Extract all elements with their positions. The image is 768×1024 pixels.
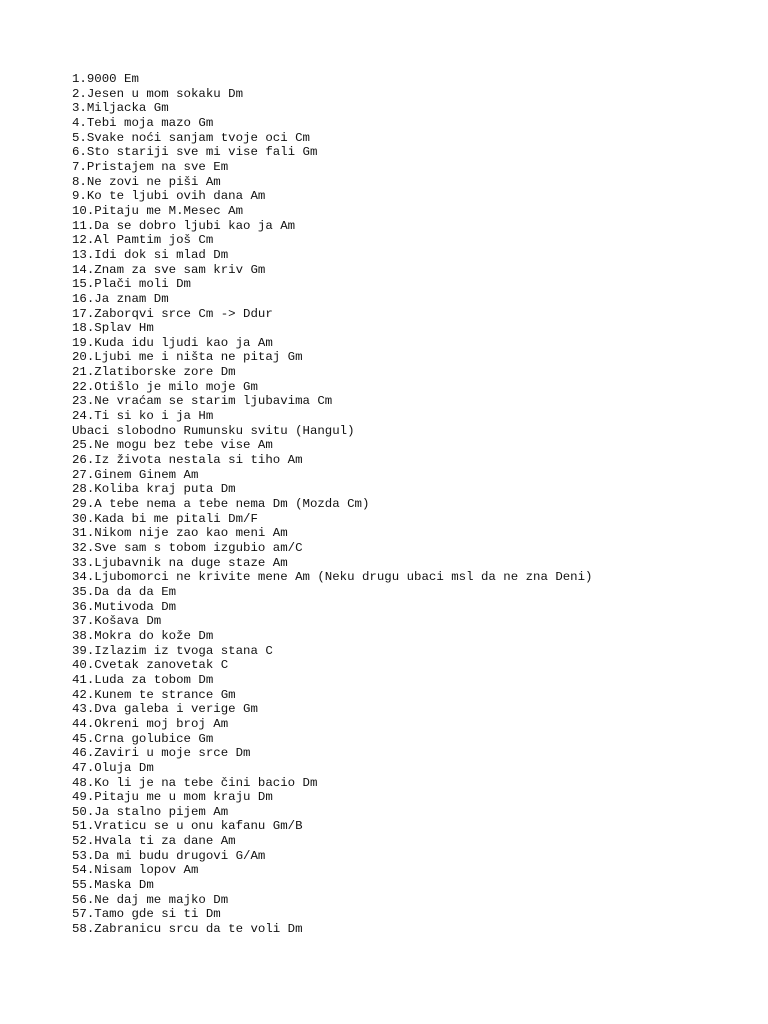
list-item: 22.Otišlo je milo moje Gm — [72, 379, 258, 394]
list-item: 41.Luda za tobom Dm — [72, 672, 214, 687]
list-item: 1.9000 Em — [72, 72, 139, 86]
list-item: 23.Ne vraćam se starim ljubavima Cm — [72, 394, 333, 409]
list-item: 9.Ko te ljubi ovih dana Am — [72, 189, 266, 204]
list-item: 11.Da se dobro ljubi kao ja Am — [72, 218, 296, 233]
list-item: 35.Da da da Em — [72, 584, 177, 599]
list-item: 2.Jesen u mom sokaku Dm — [72, 86, 244, 101]
list-item: 52.Hvala ti za dane Am — [72, 834, 236, 849]
list-item: 14.Znam za sve sam kriv Gm — [72, 262, 266, 277]
list-item: 16.Ja znam Dm — [72, 291, 169, 306]
list-item: 43.Dva galeba i verige Gm — [72, 702, 258, 717]
list-item: 25.Ne mogu bez tebe vise Am — [72, 438, 273, 453]
list-item: 10.Pitaju me M.Mesec Am — [72, 203, 244, 218]
list-item: 42.Kunem te strance Gm — [72, 687, 236, 702]
list-item: 58.Zabranicu srcu da te voli Dm — [72, 922, 303, 937]
list-item: 38.Mokra do kože Dm — [72, 628, 214, 643]
list-item: 32.Sve sam s tobom izgubio am/C — [72, 541, 303, 555]
list-item: 17.Zaborqvi srce Cm -> Ddur — [72, 306, 273, 321]
list-item: 8.Ne zovi ne piši Am — [72, 174, 221, 189]
list-item: 20.Ljubi me i ništa ne pitaj Gm — [72, 350, 303, 365]
list-item: 12.Al Pamtim još Cm — [72, 233, 214, 248]
list-item: 24.Ti si ko i ja Hm — [72, 409, 214, 424]
list-item: 3.Miljacka Gm — [72, 101, 169, 116]
list-item: 4.Tebi moja mazo Gm — [72, 115, 214, 130]
list-item: 5.Svake noći sanjam tvoje oci Cm — [72, 130, 310, 145]
list-item: 54.Nisam lopov Am — [72, 863, 199, 878]
list-item: 36.Mutivoda Dm — [72, 599, 177, 614]
list-item: 34.Ljubomorci ne krivite mene Am (Neku drugu ubaci msl da ne zna Deni) — [72, 570, 593, 585]
list-item: 40.Cvetak zanovetak C — [72, 658, 229, 673]
list-item: 56.Ne daj me majko Dm — [72, 892, 229, 907]
list-item: 6.Sto stariji sve mi vise fali Gm — [72, 145, 318, 160]
list-item: 28.Koliba kraj puta Dm — [72, 482, 236, 497]
list-item: 45.Crna golubice Gm — [72, 731, 214, 746]
list-item: 27.Ginem Ginem Am — [72, 467, 199, 482]
list-item: 30.Kada bi me pitali Dm/F — [72, 511, 258, 526]
list-item: 55.Maska Dm — [72, 878, 154, 893]
list-item: 33.Ljubavnik na duge staze Am — [72, 555, 288, 570]
list-item: 18.Splav Hm — [72, 321, 154, 336]
list-item: 39.Izlazim iz tvoga stana C — [72, 643, 273, 658]
list-item: 7.Pristajem na sve Em — [72, 159, 229, 174]
list-item: 15.Plači moli Dm — [72, 277, 191, 292]
list-item: 13.Idi dok si mlad Dm — [72, 247, 229, 262]
list-item: 47.Oluja Dm — [72, 760, 154, 775]
list-item: 51.Vraticu se u onu kafanu Gm/B — [72, 819, 303, 834]
list-item: 49.Pitaju me u mom kraju Dm — [72, 790, 273, 805]
list-item: 37.Košava Dm — [72, 614, 162, 629]
list-item: 21.Zlatiborske zore Dm — [72, 365, 236, 380]
list-note: Ubaci slobodno Rumunsku svitu (Hangul) — [72, 423, 355, 438]
list-item: 48.Ko li je na tebe čini bacio Dm — [72, 775, 318, 790]
list-item: 57.Tamo gde si ti Dm — [72, 907, 221, 922]
list-item: 19.Kuda idu ljudi kao ja Am — [72, 335, 273, 350]
list-item: 53.Da mi budu drugovi G/Am — [72, 848, 266, 863]
song-list-document — [72, 72, 752, 937]
list-item: 46.Zaviri u moje srce Dm — [72, 746, 251, 761]
list-item: 29.A tebe nema a tebe nema Dm (Mozda Cm) — [72, 497, 370, 512]
list-item: 44.Okreni moj broj Am — [72, 716, 229, 731]
list-item: 50.Ja stalno pijem Am — [72, 804, 229, 819]
list-item: 26.Iz života nestala si tiho Am — [72, 453, 303, 468]
list-item: 31.Nikom nije zao kao meni Am — [72, 526, 288, 541]
